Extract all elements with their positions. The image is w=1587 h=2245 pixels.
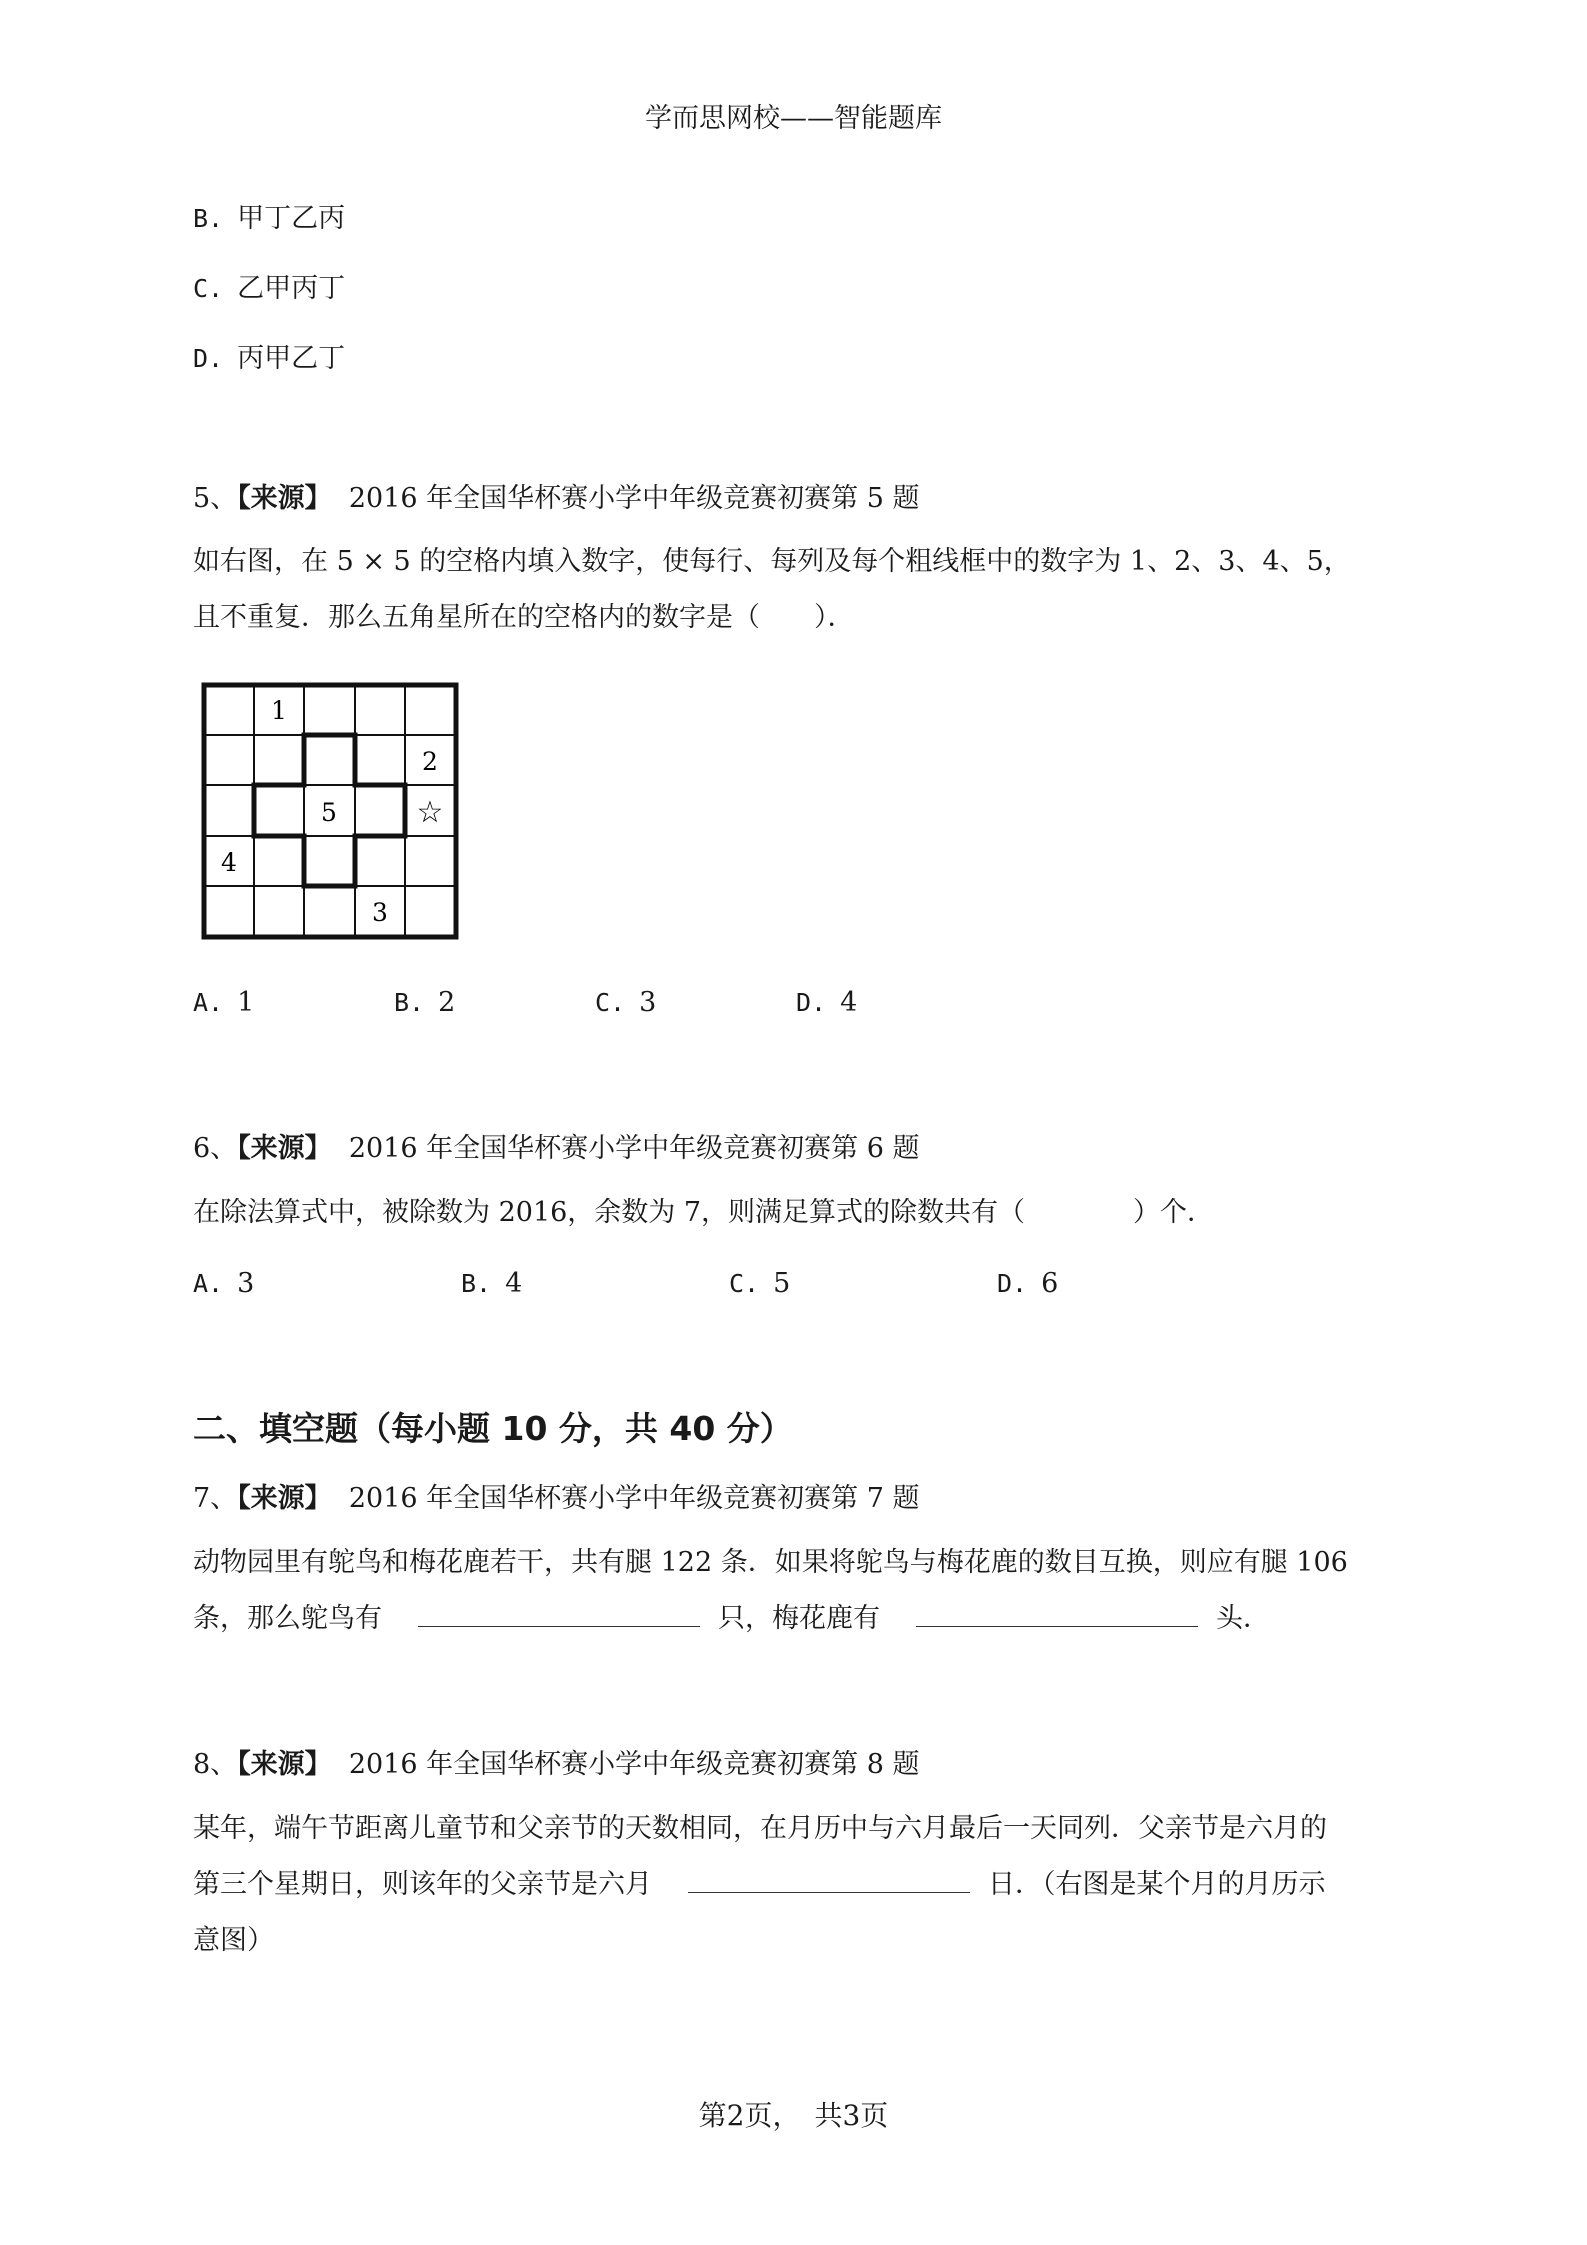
source-text: 2016 年全国华杯赛小学中年级竞赛初赛第 8 题 [348,1749,920,1780]
option-label: B. [461,1269,492,1298]
q6-option-d [997,1268,1058,1299]
text-segment: 只，梅花鹿有 [718,1603,880,1634]
q6-option-c [729,1268,790,1299]
option-label: C. [193,274,224,303]
q5-text-line1: 如右图，在 5 × 5 的空格内填入数字，使每行、每列及每个粗线框中的数字为 1、2、3、4、5， [193,546,1351,577]
option-label: D. [193,344,224,373]
source-text: 2016 年全国华杯赛小学中年级竞赛初赛第 5 题 [348,483,920,514]
source-tag: 【来源】 [237,1749,332,1780]
q7-text-line2 [193,1591,1270,1647]
q5-heading [193,476,920,515]
option-label: A. [193,1269,224,1298]
option-label: A. [193,988,224,1017]
question-number: 8、 [193,1749,238,1780]
page-header: 学而思网校——智能题库 [645,103,942,134]
q5-option-d [796,987,857,1018]
answer-blank-deer[interactable] [916,1598,1198,1627]
question-number: 6、 [193,1133,238,1164]
source-tag: 【来源】 [237,1133,332,1164]
q7-heading [193,1476,920,1515]
text-segment: 日．（右图是某个月的月历示 [988,1869,1326,1900]
q6-option-b [461,1268,522,1299]
q5-text-line2: 且不重复．那么五角星所在的空格内的数字是（ ）． [193,602,855,633]
q4-option-b [193,196,345,235]
grid-cell-r0c1: 1 [271,696,287,725]
option-text: 2 [438,987,456,1018]
option-text: 3 [639,987,657,1018]
grid-figure [200,681,460,941]
q4-option-d [193,336,345,375]
q6-heading [193,1126,920,1165]
option-text: 4 [840,987,858,1018]
answer-blank-ostrich[interactable] [418,1598,700,1627]
option-text: 3 [237,1268,255,1299]
star-icon: ☆ [416,795,444,830]
option-text: 6 [1041,1268,1059,1299]
q6-text-line1: 在除法算式中，被除数为 2016，余数为 7，则满足算式的除数共有（ ）个． [193,1197,1215,1228]
text-segment: 头． [1216,1603,1270,1634]
q5-option-c [595,987,656,1018]
grid-cell-r3c0: 4 [221,848,237,877]
q8-heading [193,1742,920,1781]
source-text: 2016 年全国华杯赛小学中年级竞赛初赛第 7 题 [348,1483,920,1514]
option-label: C. [729,1269,760,1298]
option-text: 乙甲丙丁 [237,273,346,304]
q5-option-a [193,987,254,1018]
option-label: B. [394,988,425,1017]
question-number: 7、 [193,1483,238,1514]
grid-cell-r1c4: 2 [422,747,438,776]
option-text: 甲丁乙丙 [237,203,346,234]
grid-cell-r2c2: 5 [321,798,337,827]
source-tag: 【来源】 [237,483,332,514]
q6-option-a [193,1268,254,1299]
q5-option-b [394,987,455,1018]
option-label: D. [997,1269,1028,1298]
text-segment: 条，那么鸵鸟有 [193,1603,382,1634]
grid-cell-r4c3: 3 [372,898,388,927]
option-text: 5 [773,1268,791,1299]
option-text: 丙甲乙丁 [237,343,346,374]
q7-text-line1: 动物园里有鸵鸟和梅花鹿若干，共有腿 122 条．如果将鸵鸟与梅花鹿的数目互换，则应有腿 106 [193,1547,1348,1578]
source-text: 2016 年全国华杯赛小学中年级竞赛初赛第 6 题 [348,1133,920,1164]
q4-option-c [193,266,345,305]
sudoku-grid [200,681,460,941]
option-label: B. [193,204,224,233]
section-title: 二、填空题（每小题 10 分，共 40 分） [193,1409,793,1448]
page-footer: 第2页， 共3页 [698,2099,889,2132]
option-text: 4 [505,1268,523,1299]
answer-blank-fathers-day[interactable] [688,1864,970,1893]
q8-text-line2 [193,1857,1326,1913]
option-text: 1 [237,987,255,1018]
q8-text-line3: 意图） [193,1925,274,1956]
source-tag: 【来源】 [237,1483,332,1514]
text-segment: 第三个星期日，则该年的父亲节是六月 [193,1869,652,1900]
option-label: C. [595,988,626,1017]
option-label: D. [796,988,827,1017]
question-number: 5、 [193,483,238,514]
q8-text-line1: 某年，端午节距离儿童节和父亲节的天数相同，在月历中与六月最后一天同列．父亲节是六月的 [193,1813,1327,1844]
